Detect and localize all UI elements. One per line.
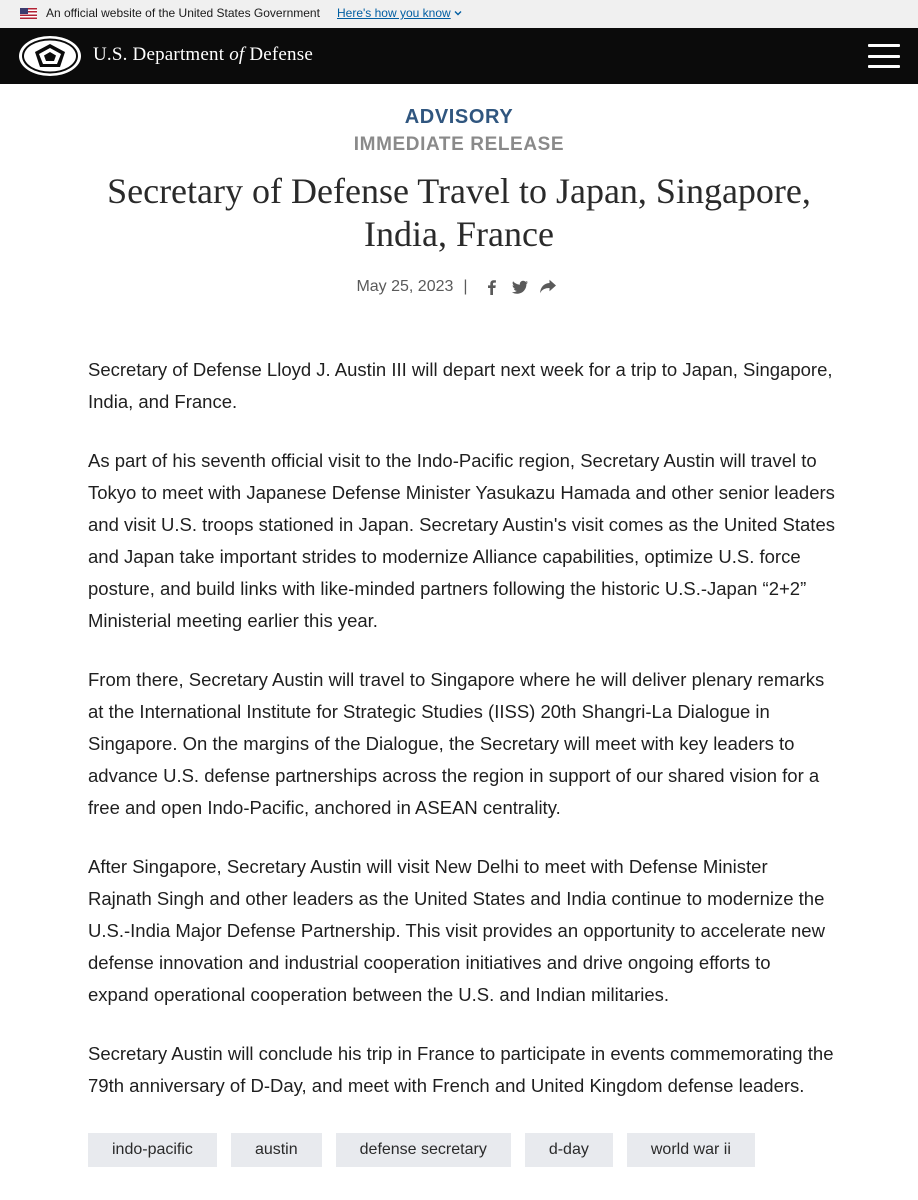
page-title: Secretary of Defense Travel to Japan, Singapore, India, France <box>107 171 811 254</box>
twitter-icon[interactable] <box>511 278 529 296</box>
us-flag-icon <box>20 8 37 19</box>
gov-banner-text: An official website of the United States Government <box>46 6 320 20</box>
tag-list <box>88 1133 755 1167</box>
hamburger-menu-icon[interactable] <box>868 44 900 68</box>
article-paragraph: After Singapore, Secretary Austin will visit New Delhi to meet with Defense Minister Rajnath Singh and other leaders as the United States and India continue to modernize the U.S.-India Major Defense Partnership. This visit provides an opportunity to accelerate new defense innovation and industrial cooperation initiatives and drive ongoing efforts to expand operational cooperation between the U.S. and Indian militaries. <box>88 856 825 1005</box>
menu-bar <box>868 65 900 68</box>
site-name-part: U.S. Department <box>93 44 225 65</box>
menu-bar <box>868 55 900 58</box>
article-paragraph: Secretary of Defense Lloyd J. Austin III will depart next week for a trip to Japan, Singapore, India, and France. <box>88 359 833 412</box>
chevron-down-icon[interactable] <box>454 9 462 17</box>
site-name[interactable] <box>93 44 313 66</box>
article-category: ADVISORY <box>404 106 514 128</box>
menu-bar <box>868 44 900 47</box>
tag-defense-secretary[interactable]: defense secretary <box>336 1133 511 1167</box>
article-paragraph: From there, Secretary Austin will travel to Singapore where he will deliver plenary remarks at the International Institute for Strategic Studies (IISS) 20th Shangri-La Dialogue in Singapore. On the margins of the Dialogue, the Secretary will meet with key leaders to advance U.S. defense partnerships across the region in support of our shared vision for a free and open Indo-Pacific, anchored in ASEAN centrality. <box>88 669 825 818</box>
tag-d-day[interactable]: d-day <box>525 1133 613 1167</box>
meta-separator: | <box>463 278 468 295</box>
publish-date: May 25, 2023 <box>356 278 454 295</box>
site-name-of: of <box>229 44 245 65</box>
facebook-icon[interactable] <box>483 278 501 296</box>
article-body <box>88 354 836 1129</box>
site-header <box>0 28 918 84</box>
tag-austin[interactable]: austin <box>231 1133 322 1167</box>
release-type: IMMEDIATE RELEASE <box>353 134 565 155</box>
article-paragraph: Secretary Austin will conclude his trip in France to participate in events commemorating the 79th anniversary of D-Day, and meet with French and United Kingdom defense leaders. <box>88 1043 834 1096</box>
pentagon-seal-icon[interactable] <box>18 35 82 77</box>
tag-indo-pacific[interactable]: indo-pacific <box>88 1133 217 1167</box>
article-meta <box>0 278 918 296</box>
gov-banner <box>0 0 918 28</box>
site-name-part: Defense <box>249 44 313 65</box>
share-icon[interactable] <box>539 278 557 296</box>
article-paragraph: As part of his seventh official visit to the Indo-Pacific region, Secretary Austin will travel to Tokyo to meet with Japanese Defense Minister Yasukazu Hamada and other senior leaders and visit U.S. troops stationed in Japan. Secretary Austin's visit comes as the United States and Japan take important strides to modernize Alliance capabilities, optimize U.S. force posture, and build links with like-minded partners following the historic U.S.-Japan “2+2” Ministerial meeting earlier this year. <box>88 450 835 631</box>
heres-how-you-know-link[interactable]: Here's how you know <box>337 6 451 20</box>
tag-world-war-ii[interactable]: world war ii <box>627 1133 755 1167</box>
